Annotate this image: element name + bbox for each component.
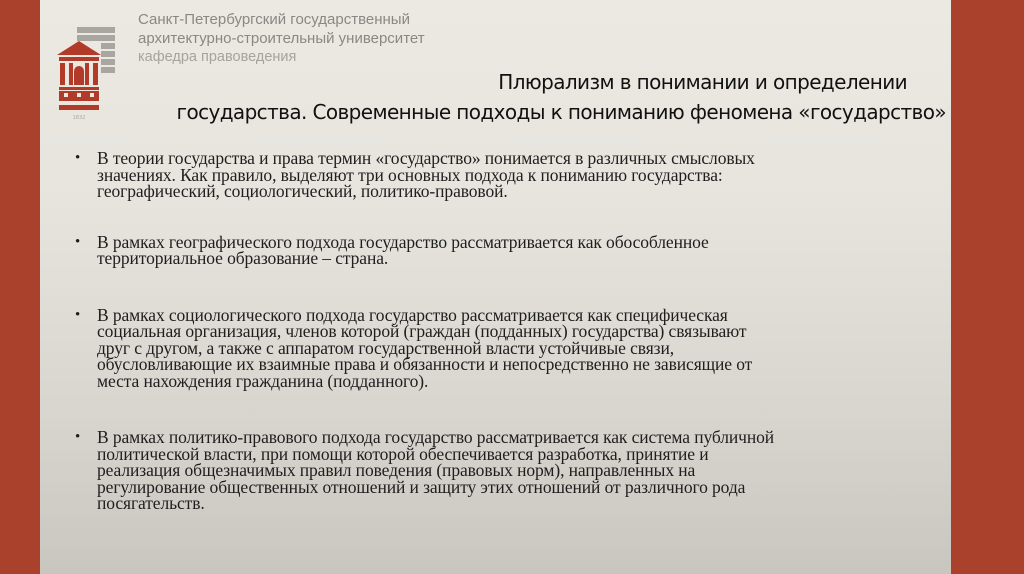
bullet-line: места нахождения гражданина (подданного).: [97, 370, 429, 391]
bullet-line: посягательств.: [97, 493, 205, 513]
svg-text:1832: 1832: [72, 115, 86, 121]
bullet-line: географический, социологический, политико-правовой.: [97, 181, 508, 201]
university-name-line1: Санкт-Петербургский государственный: [138, 11, 410, 28]
bullet-icon: •: [75, 429, 81, 445]
bullet-line: обусловливающие их взаимные права и обязанности и непосредственно не зависящие от: [97, 354, 753, 374]
bullet-line: В рамках политико-правового подхода государство рассматривается как система публичной: [97, 427, 775, 447]
slide-title: [120, 67, 952, 127]
bullet-line: друг с другом, а также с аппаратом государственной власти устойчивые связи,: [97, 337, 674, 358]
bullet-line: социальная организация, членов которой (граждан (подданных) государства) связывают: [97, 321, 747, 341]
slide-title-line2: государства. Современные подходы к пониманию феномена «государство»: [176, 100, 946, 124]
department-name: кафедра правоведения: [138, 49, 297, 65]
bullet-item: [75, 150, 935, 200]
bullet-item: [75, 304, 935, 391]
bullet-line: В рамках социологического подхода государство рассматривается как специфическая: [97, 304, 728, 325]
bullet-line: значениях. Как правило, выделяют три основных подхода к пониманию государства:: [97, 164, 723, 185]
university-header: [138, 10, 425, 67]
slide-title-line1: Плюрализм в понимании и определении: [498, 70, 907, 94]
university-logo-icon: [55, 25, 117, 125]
bullet-icon: •: [75, 306, 81, 323]
bullet-line: политической власти, при помощи которой обеспечивается разработка, принятие и: [97, 443, 709, 464]
university-name-line2: архитектурно-строительный университет: [138, 30, 425, 47]
bullet-line: реализация общезначимых правил поведения (правовых норм), направленных на: [97, 460, 696, 480]
bullet-icon: •: [75, 233, 81, 250]
bullet-list: [75, 150, 935, 512]
bullet-line: регулирование общественных отношений и защиту этих отношений от различного рода: [97, 476, 746, 497]
bullet-line: территориальное образование – страна.: [97, 248, 389, 268]
bullet-line: В теории государства и права термин «государство» понимается в различных смысловых: [97, 148, 755, 168]
bullet-icon: •: [75, 150, 81, 166]
bullet-item: [75, 231, 935, 268]
bullet-item: [75, 429, 935, 512]
bullet-line: В рамках географического подхода государство рассматривается как обособленное: [97, 231, 709, 252]
